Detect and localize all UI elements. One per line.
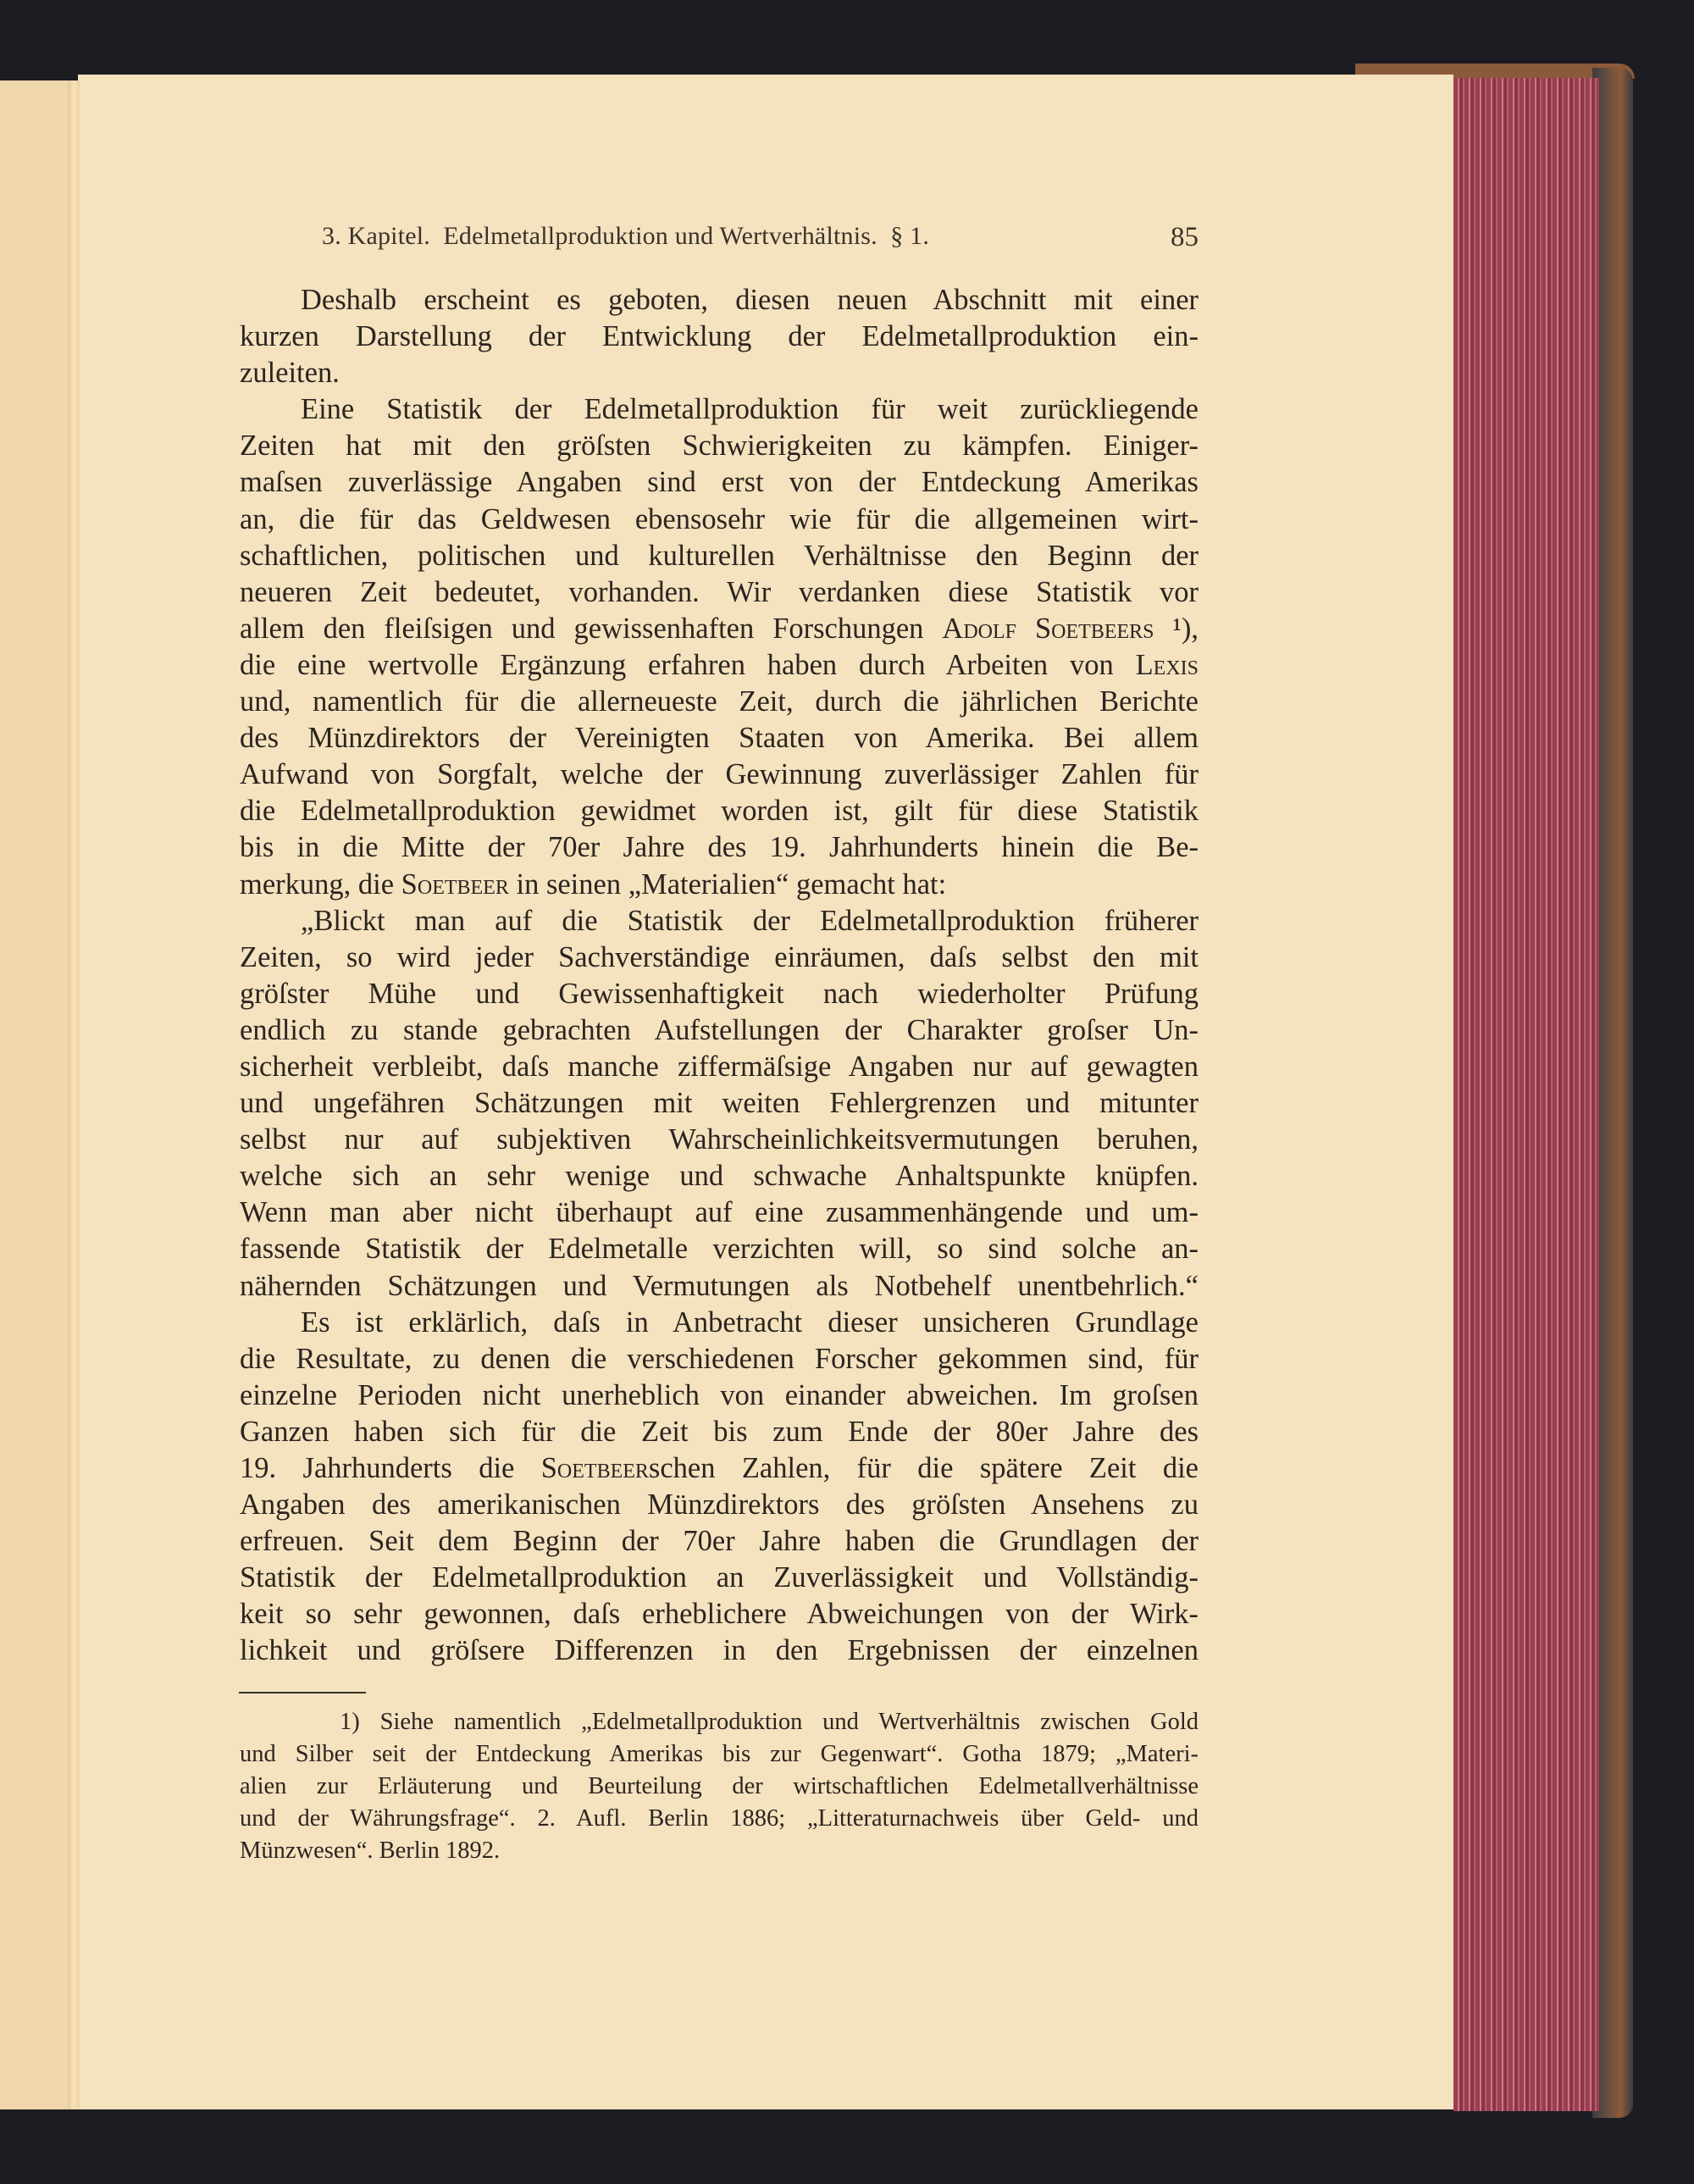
footnote-line: und Silber seit der Entdeckung Amerikas bis zur Gegenwart“. Gotha 1879; „Materi-: [240, 1741, 1199, 1767]
text-line: nähernden Schätzungen und Vermutungen als Notbehelf unentbehrlich.“: [240, 1269, 1199, 1302]
text-line: bis in die Mitte der 70er Jahre des 19. Jahrhunderts hinein die Be-: [240, 831, 1199, 864]
text-line: Ganzen haben sich für die Zeit bis zum Ende der 80er Jahre des: [240, 1415, 1199, 1448]
page-number: 85: [1171, 222, 1199, 252]
footnote-line: 1) Siehe namentlich „Edelmetallproduktion und Wertverhältnis zwischen Gold: [340, 1709, 1199, 1735]
text-line: allem den fleiſsigen und gewissenhaften Forschungen Adolf Soetbeers ¹),: [240, 612, 1199, 645]
text-line: selbst nur auf subjektiven Wahrscheinlichkeitsvermutungen beruhen,: [240, 1123, 1199, 1156]
text-line: Statistik der Edelmetallproduktion an Zuverlässigkeit und Vollständig-: [240, 1561, 1199, 1594]
footnote-line: und der Währungsfrage“. 2. Aufl. Berlin 1886; „Litteraturnachweis über Geld- und: [240, 1805, 1199, 1832]
text-line: und, namentlich für die allerneueste Zeit, durch die jährlichen Berichte: [240, 685, 1199, 718]
text-line: einzelne Perioden nicht unerheblich von einander abweichen. Im groſsen: [240, 1378, 1199, 1411]
previous-page-edge: [0, 80, 75, 2109]
text-line: Wenn man aber nicht überhaupt auf eine zusammenhängende und um-: [240, 1196, 1199, 1229]
author-name: Adolf Soetbeers: [942, 612, 1154, 645]
text-line: zuleiten.: [240, 357, 340, 390]
author-name: Soetbeer: [540, 1452, 649, 1484]
text-line: merkung, die Soetbeer in seinen „Materialien“ gemacht hat:: [240, 868, 947, 901]
text-line: lichkeit und gröſsere Differenzen in den Ergebnissen der einzelnen: [240, 1634, 1199, 1667]
text-line: maſsen zuverlässige Angaben sind erst von der Entdeckung Amerikas: [240, 466, 1199, 499]
text-line: die eine wertvolle Ergänzung erfahren haben durch Arbeiten von Lexis: [240, 648, 1199, 681]
text-line: an, die für das Geldwesen ebensosehr wie für die allgemeinen wirt-: [240, 502, 1199, 535]
text-line: keit so sehr gewonnen, daſs erheblichere Abweichungen von der Wirk-: [240, 1598, 1199, 1631]
text-line: die Resultate, zu denen die verschiedenen Forscher gekommen sind, für: [240, 1342, 1199, 1375]
text-line: kurzen Darstellung der Entwicklung der Edelmetallproduktion ein-: [240, 320, 1199, 353]
running-head: [322, 222, 1199, 259]
text-line: welche sich an sehr wenige und schwache Anhaltspunkte knüpfen.: [240, 1160, 1199, 1193]
author-name: Lexis: [1135, 648, 1199, 681]
text-line: Zeiten hat mit den gröſsten Schwierigkeiten zu kämpfen. Einiger-: [240, 430, 1199, 463]
text-line: Es ist erklärlich, daſs in Anbetracht dieser unsicheren Grundlage: [301, 1305, 1199, 1339]
text-line: 19. Jahrhunderts die Soetbeerschen Zahlen, für die spätere Zeit die: [240, 1452, 1199, 1484]
footnote-line: alien zur Erläuterung und Beurteilung der wirtschaftlichen Edelmetallverhältnisse: [240, 1773, 1199, 1799]
book-gutter: [68, 80, 80, 2109]
text-line: fassende Statistik der Edelmetalle verzichten will, so sind solche an-: [240, 1233, 1199, 1266]
text-line: Angaben des amerikanischen Münzdirektors des gröſsten Ansehens zu: [240, 1488, 1199, 1522]
text-line: erfreuen. Seit dem Beginn der 70er Jahre haben die Grundlagen der: [240, 1525, 1199, 1558]
text-line: neueren Zeit bedeutet, vorhanden. Wir verdanken diese Statistik vor: [240, 575, 1199, 608]
text-line: sicherheit verbleibt, daſs manche ziffermäſsige Angaben nur auf gewagten: [240, 1050, 1199, 1083]
text-line: Zeiten, so wird jeder Sachverständige einräumen, daſs selbst den mit: [240, 940, 1199, 973]
text-line: schaftlichen, politischen und kulturellen Verhältnisse den Beginn der: [240, 539, 1199, 572]
footnote-rule: [239, 1692, 366, 1693]
body-text: [240, 282, 1199, 1670]
chapter-heading: 3. Kapitel. Edelmetallproduktion und Wertverhältnis. § 1.: [322, 222, 930, 250]
footnotes: [240, 1706, 1199, 1867]
author-name: Soetbeer: [401, 868, 509, 901]
text-line: die Edelmetallproduktion gewidmet worden ist, gilt für diese Statistik: [240, 795, 1199, 828]
text-line: Eine Statistik der Edelmetallproduktion für weit zurückliegende: [301, 393, 1199, 426]
page-stack-edges: [1453, 78, 1599, 2111]
text-line: Deshalb erscheint es geboten, diesen neuen Abschnitt mit einer: [301, 284, 1199, 316]
text-line: „Blickt man auf die Statistik der Edelmetallproduktion früherer: [301, 904, 1199, 937]
text-line: endlich zu stande gebrachten Aufstellungen der Charakter groſser Un-: [240, 1013, 1199, 1046]
text-line: gröſster Mühe und Gewissenhaftigkeit nach wiederholter Prüfung: [240, 977, 1199, 1010]
footnote-line: Münzwesen“. Berlin 1892.: [240, 1838, 501, 1864]
text-line: des Münzdirektors der Vereinigten Staaten von Amerika. Bei allem: [240, 722, 1199, 755]
text-line: und ungefähren Schätzungen mit weiten Fehlergrenzen und mitunter: [240, 1087, 1199, 1120]
text-line: Aufwand von Sorgfalt, welche der Gewinnung zuverlässiger Zahlen für: [240, 758, 1199, 791]
